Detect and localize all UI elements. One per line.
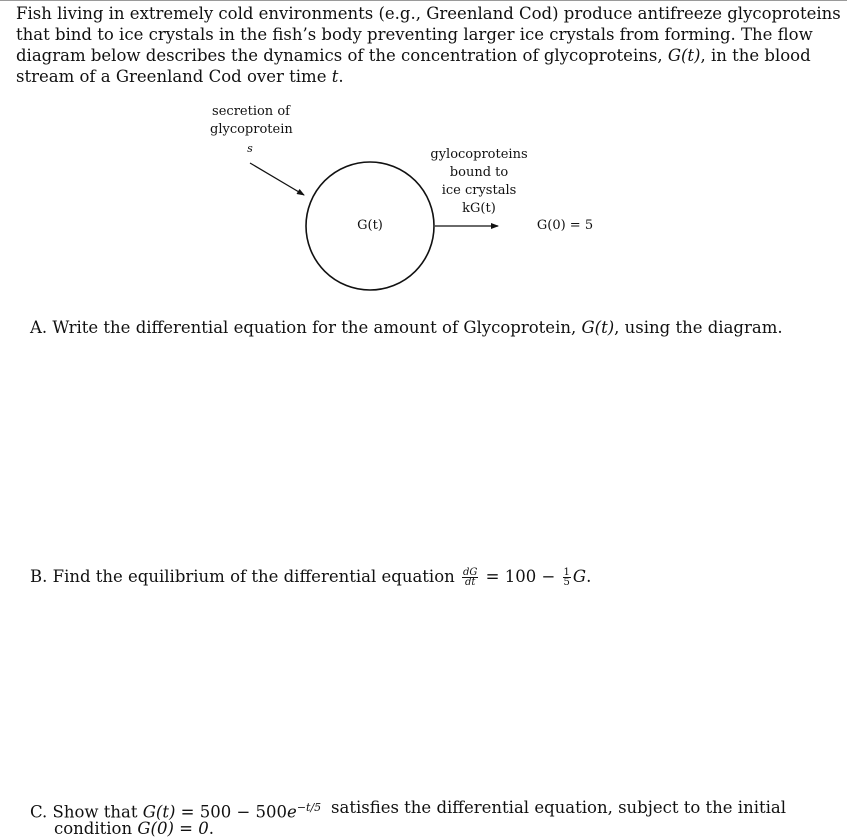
question-a bbox=[30, 317, 783, 338]
question-b-text: B. Find the equilibrium of the differential equation bbox=[30, 567, 460, 586]
outflow-label-line-3: ice crystals bbox=[441, 183, 517, 198]
question-b-end: . bbox=[586, 567, 592, 586]
intro-line-2: that bind to ice crystals in the fish’s body preventing larger ice crystals from forming. The flow bbox=[16, 25, 813, 44]
intro-line-3-math: G(t) bbox=[667, 46, 701, 65]
question-c-exponent: −t/5 bbox=[296, 801, 322, 814]
derivative-denominator: dt bbox=[464, 577, 476, 588]
coefficient-fraction bbox=[563, 568, 571, 587]
question-a-end: , using the diagram. bbox=[614, 318, 783, 337]
inflow-arrow bbox=[250, 163, 304, 195]
intro-line-3-end: , in the blood bbox=[700, 46, 811, 65]
intro-line-4-end: . bbox=[338, 67, 344, 86]
question-c-math: G(t) bbox=[142, 802, 176, 822]
question-c-e: e bbox=[287, 802, 297, 822]
derivative-numerator: dG bbox=[463, 567, 478, 578]
question-c-eq: = 500 − 500 bbox=[175, 802, 288, 822]
derivative-fraction bbox=[462, 568, 478, 587]
inflow-label-line-1: secretion of bbox=[212, 104, 290, 119]
compartment-label: G(t) bbox=[357, 218, 383, 233]
question-b bbox=[30, 566, 591, 587]
question-b-mid: = 100 − bbox=[480, 567, 561, 586]
question-c-end: satisfies the differential equation, subject to the initial bbox=[331, 798, 786, 817]
question-c-line-2-text: condition bbox=[54, 819, 138, 838]
outflow-label-line-4: kG(t) bbox=[462, 201, 496, 216]
intro-line-4-math: t bbox=[331, 67, 339, 86]
inflow-symbol: s bbox=[247, 142, 253, 155]
question-b-variable: G bbox=[572, 567, 587, 586]
question-c-line-2 bbox=[54, 818, 214, 839]
question-c-line-2-math: G(0) = 0 bbox=[137, 819, 209, 838]
outflow-label-line-1: gylocoproteins bbox=[430, 147, 528, 162]
question-c-line-2-end: . bbox=[208, 819, 214, 838]
question-c-text: C. Show that bbox=[30, 802, 143, 822]
flow-diagram bbox=[0, 0, 847, 340]
question-a-text: A. Write the differential equation for the amount of Glycoprotein, bbox=[30, 318, 582, 337]
inflow-label-line-2: glycoprotein bbox=[210, 122, 293, 137]
intro-line-4-text: stream of a Greenland Cod over time bbox=[16, 67, 332, 86]
coefficient-numerator: 1 bbox=[563, 567, 570, 578]
initial-condition-label: G(0) = 5 bbox=[536, 218, 594, 233]
intro-line-3-text: diagram below describes the dynamics of the concentration of glycoproteins, bbox=[16, 46, 668, 65]
outflow-label-line-2: bound to bbox=[449, 165, 509, 180]
intro-line-1: Fish living in extremely cold environments (e.g., Greenland Cod) produce antifreeze glycoproteins bbox=[16, 4, 841, 23]
question-a-math: G(t) bbox=[581, 318, 615, 337]
coefficient-denominator: 5 bbox=[563, 577, 570, 588]
